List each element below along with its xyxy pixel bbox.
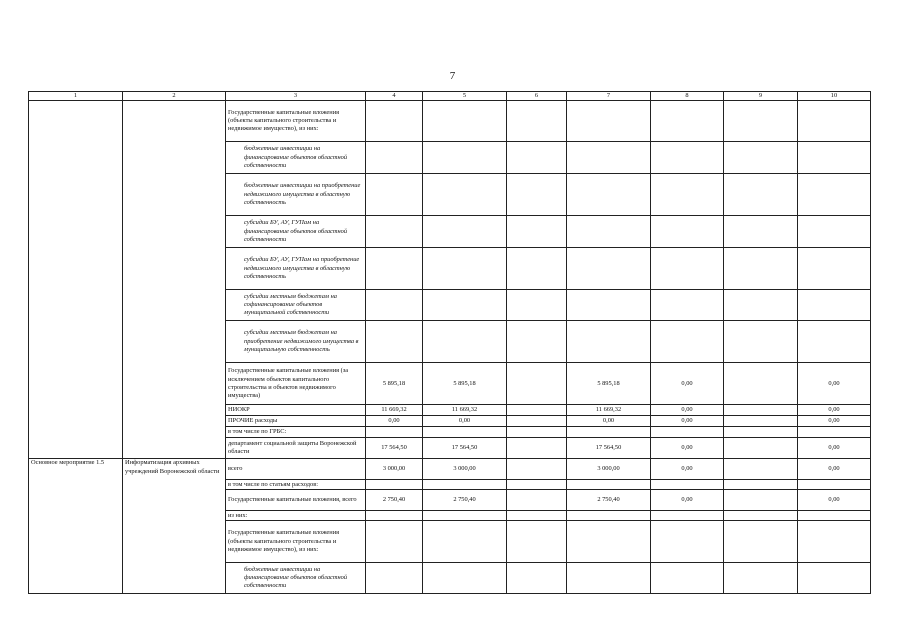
value-cell [724,459,798,480]
value-cell [567,427,651,438]
value-cell [423,480,507,490]
activity-cell: Основное мероприятие 1.5 [29,459,123,594]
value-cell [507,511,567,521]
value-cell [567,480,651,490]
value-cell: 0,00 [651,490,724,511]
value-cell [423,521,507,563]
value-cell [507,459,567,480]
value-cell [567,142,651,174]
value-cell: 0,00 [366,416,423,427]
value-cell [724,480,798,490]
value-cell: 5 895,18 [366,363,423,405]
value-cell [507,438,567,459]
value-cell [798,248,871,290]
value-cell [423,142,507,174]
value-cell [724,101,798,142]
value-cell [724,174,798,216]
column-number-cell: 1 [29,92,123,101]
value-cell [423,101,507,142]
value-cell [507,405,567,416]
value-cell [366,142,423,174]
value-cell: 0,00 [798,363,871,405]
value-cell: 0,00 [651,459,724,480]
value-cell [651,248,724,290]
value-cell [798,521,871,563]
value-cell: 11 669,32 [366,405,423,416]
value-cell [724,248,798,290]
value-cell: 5 895,18 [567,363,651,405]
value-cell [651,427,724,438]
expense-label-cell: Государственные капитальные вложения (объекты капитального строительства и недвижимое имущество), из них: [226,101,366,142]
column-number-cell: 6 [507,92,567,101]
column-number-cell: 3 [226,92,366,101]
value-cell [366,174,423,216]
value-cell: 3 000,00 [567,459,651,480]
expense-label-cell: Государственные капитальные вложения (объекты капитального строительства и недвижимое имущество), из них: [226,521,366,563]
value-cell [724,216,798,248]
value-cell: 2 750,40 [423,490,507,511]
value-cell [724,511,798,521]
value-cell: 0,00 [651,405,724,416]
value-cell [651,563,724,594]
activity-cell [29,101,123,459]
value-cell: 11 669,32 [423,405,507,416]
value-cell: 3 000,00 [423,459,507,480]
value-cell: 0,00 [651,416,724,427]
value-cell [423,174,507,216]
value-cell [798,427,871,438]
value-cell [366,480,423,490]
value-cell [567,511,651,521]
value-cell [507,142,567,174]
value-cell [567,321,651,363]
value-cell [423,427,507,438]
value-cell [724,563,798,594]
value-cell [366,290,423,321]
value-cell [567,290,651,321]
expense-label-cell: НИОКР [226,405,366,416]
value-cell [798,216,871,248]
column-number-cell: 9 [724,92,798,101]
value-cell [567,521,651,563]
value-cell [507,321,567,363]
value-cell [507,174,567,216]
value-cell [651,321,724,363]
value-cell [423,216,507,248]
value-cell: 11 669,32 [567,405,651,416]
value-cell [651,480,724,490]
value-cell [567,216,651,248]
column-number-cell: 7 [567,92,651,101]
value-cell: 0,00 [798,459,871,480]
value-cell [798,174,871,216]
expense-label-cell: ПРОЧИЕ расходы [226,416,366,427]
expense-label-cell: Государственные капитальные вложения (за исключением объектов капитального строительства и объектов недвижимого имущества) [226,363,366,405]
value-cell [366,248,423,290]
value-cell [423,248,507,290]
value-cell [798,480,871,490]
value-cell: 0,00 [423,416,507,427]
value-cell [366,427,423,438]
value-cell [507,216,567,248]
value-cell [724,438,798,459]
value-cell [798,101,871,142]
value-cell: 0,00 [567,416,651,427]
value-cell [507,416,567,427]
expense-label-cell: Государственные капитальные вложения, всего [226,490,366,511]
value-cell: 2 750,40 [567,490,651,511]
value-cell [651,216,724,248]
value-cell [724,490,798,511]
value-cell [366,216,423,248]
activity-name-cell [123,101,226,459]
value-cell: 0,00 [651,363,724,405]
value-cell [366,101,423,142]
value-cell [651,511,724,521]
value-cell [724,363,798,405]
value-cell [507,563,567,594]
value-cell [507,427,567,438]
expense-label-cell: субсидии местным бюджетам на софинансирование объектов муниципальной собственности [226,290,366,321]
value-cell [567,563,651,594]
table-row [29,459,871,480]
column-number-cell: 4 [366,92,423,101]
value-cell [724,290,798,321]
value-cell [507,363,567,405]
column-number-cell: 8 [651,92,724,101]
expense-label-cell: в том числе по ГРБС: [226,427,366,438]
value-cell [724,405,798,416]
page-number: 7 [449,70,456,82]
value-cell [567,248,651,290]
value-cell: 0,00 [651,438,724,459]
value-cell [507,480,567,490]
value-cell [507,521,567,563]
value-cell [798,511,871,521]
value-cell [651,290,724,321]
expense-label-cell: всего [226,459,366,480]
value-cell [366,321,423,363]
value-cell: 0,00 [798,405,871,416]
value-cell: 0,00 [798,416,871,427]
expense-label-cell: бюджетные инвестиции на финансирование объектов областной собственности [226,563,366,594]
value-cell: 3 000,00 [366,459,423,480]
value-cell: 0,00 [798,438,871,459]
value-cell: 17 564,50 [567,438,651,459]
expense-label-cell: бюджетные инвестиции на финансирование объектов областной собственности [226,142,366,174]
column-number-cell: 10 [798,92,871,101]
value-cell [724,321,798,363]
value-cell [724,427,798,438]
activity-name-cell: Информатизация архивных учреждений Воронежской области [123,459,226,594]
value-cell [651,174,724,216]
value-cell: 0,00 [798,490,871,511]
value-cell [366,511,423,521]
expense-label-cell: субсидии БУ, АУ, ГУПам на приобретение недвижимого имущества в областную собственность [226,248,366,290]
expense-label-cell: субсидии БУ, АУ, ГУПам на финансирование объектов областной собственности [226,216,366,248]
value-cell [798,563,871,594]
value-cell [507,248,567,290]
value-cell: 17 564,50 [366,438,423,459]
value-cell [507,101,567,142]
value-cell [798,321,871,363]
value-cell [423,511,507,521]
value-cell [366,521,423,563]
value-cell [507,490,567,511]
value-cell [423,290,507,321]
value-cell [798,290,871,321]
value-cell [798,142,871,174]
table-row [29,101,871,142]
value-cell [567,174,651,216]
value-cell: 2 750,40 [366,490,423,511]
budget-table [28,91,871,594]
value-cell [651,101,724,142]
value-cell [423,321,507,363]
value-cell [423,563,507,594]
value-cell [651,142,724,174]
column-number-cell: 5 [423,92,507,101]
value-cell [567,101,651,142]
column-number-row [29,92,871,101]
value-cell: 5 895,18 [423,363,507,405]
value-cell [724,521,798,563]
value-cell [724,142,798,174]
value-cell [507,290,567,321]
value-cell [724,416,798,427]
value-cell [366,563,423,594]
expense-label-cell: в том числе по статьям расходов: [226,480,366,490]
value-cell [651,521,724,563]
value-cell: 17 564,50 [423,438,507,459]
expense-label-cell: бюджетные инвестиции на приобретение недвижимого имущества в областную собственность [226,174,366,216]
column-number-cell: 2 [123,92,226,101]
expense-label-cell: субсидии местным бюджетам на приобретение недвижимого имущества в муниципальную собственность [226,321,366,363]
expense-label-cell: из них: [226,511,366,521]
expense-label-cell: департамент социальной защиты Воронежской области [226,438,366,459]
